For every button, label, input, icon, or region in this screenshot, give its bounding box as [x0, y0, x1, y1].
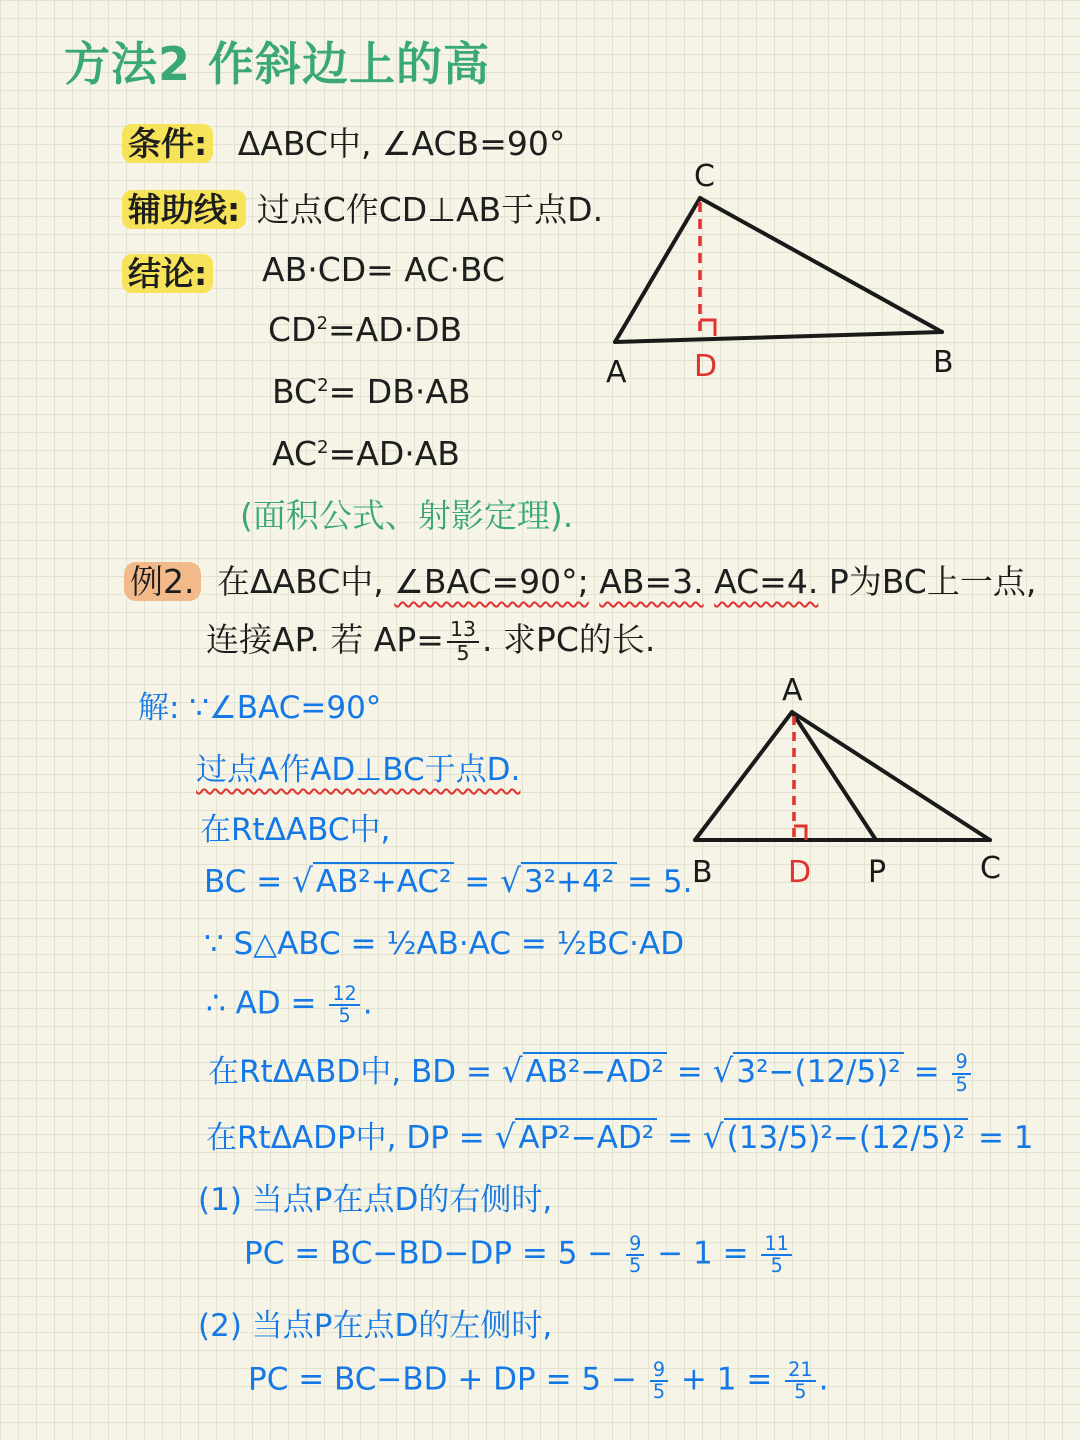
condition-label: 条件:	[122, 124, 213, 163]
side-ac	[615, 198, 700, 342]
given-ab: AB=3.	[599, 562, 704, 601]
solution-line-8: 在RtΔADP中, DP = √AP²−AD² = √(13/5)²−(12/5)² = 1	[206, 1118, 1034, 1156]
conclusion-3: $BC^2= DB\cdot AB$	[272, 372, 471, 411]
label-p: P	[868, 855, 887, 890]
label-d: D	[788, 855, 812, 890]
triangle-figure-1	[590, 150, 980, 400]
given-ac: AC=4.	[714, 562, 819, 601]
side-ab	[695, 712, 792, 840]
label-b: B	[692, 855, 713, 890]
label-a: A	[782, 673, 803, 708]
ap-fraction: $\frac{13}{5}$	[447, 619, 479, 664]
solution-line-6: ∴ AD = $\frac{12}{5}$ .	[206, 982, 373, 1028]
given-angle: ∠BAC=90°;	[394, 562, 589, 601]
side-ac	[792, 712, 990, 840]
side-cb	[700, 198, 942, 332]
solution-line-9: (1) 当点P在点D的右侧时,	[198, 1182, 553, 1218]
auxiliary-line	[122, 184, 603, 231]
triangle-figure-2	[680, 668, 1020, 898]
page-title: 方法2 作斜边上的高	[64, 37, 491, 91]
label-c: C	[694, 159, 715, 194]
conclusion-label: 结论:	[122, 254, 213, 293]
solution-line-10: PC = BC−BD−DP = 5 − $\frac{9}{5}$ − 1 = $\frac{11}{5}$	[244, 1234, 795, 1276]
label-c: C	[980, 851, 1001, 886]
auxiliary-text: 过点C作CD⊥AB于点D.	[256, 190, 604, 229]
condition-text: ΔABC中, ∠ACB=90°	[237, 124, 566, 163]
solution-line-1: 解: ∵∠BAC=90°	[138, 690, 382, 726]
segment-ap	[792, 712, 876, 840]
conclusion-label-line	[122, 248, 213, 295]
condition-line	[122, 118, 565, 165]
solution-line-2: 过点A作AD⊥BC于点D.	[196, 752, 521, 788]
solution-line-7: 在RtΔABD中, BD = √AB²−AD² = √3²−(12/5)² = $\frac{9}{5}$	[208, 1046, 974, 1095]
right-angle-mark-d	[794, 826, 806, 840]
example-label: 例2.	[124, 562, 201, 601]
solution-line-3: 在RtΔABC中,	[200, 812, 391, 848]
conclusion-2: $CD^2=AD\cdot DB$	[268, 310, 463, 349]
label-b: B	[933, 345, 954, 380]
solution-line-12: PC = BC−BD + DP = 5 − $\frac{9}{5}$ + 1 = $\frac{21}{5}$ .	[248, 1358, 829, 1404]
solution-line-11: (2) 当点P在点D的左侧时,	[198, 1308, 553, 1344]
auxiliary-label: 辅助线:	[122, 190, 246, 229]
right-angle-mark-d	[700, 320, 715, 336]
side-ab	[615, 332, 942, 342]
example-line-2: 连接AP. 若 AP= $\frac{13}{5}$ . 求PC的长.	[206, 617, 656, 665]
label-d: D	[694, 349, 718, 384]
conclusion-4: $AC^2=AD\cdot AB$	[272, 434, 460, 473]
solution-line-5: ∵ S△ABC = ½AB·AC = ½BC·AD	[204, 926, 685, 962]
label-a: A	[606, 355, 627, 390]
solution-line-4: BC = √AB²+AC² = √3²+4² = 5.	[204, 862, 693, 900]
theorem-note: (面积公式、射影定理).	[240, 496, 574, 535]
example-line-1: 例2. 在ΔABC中, ∠BAC=90°; AB=3. AC=4. P为BC上一点,	[124, 556, 1036, 603]
conclusion-1: AB·CD= AC·BC	[262, 250, 505, 289]
